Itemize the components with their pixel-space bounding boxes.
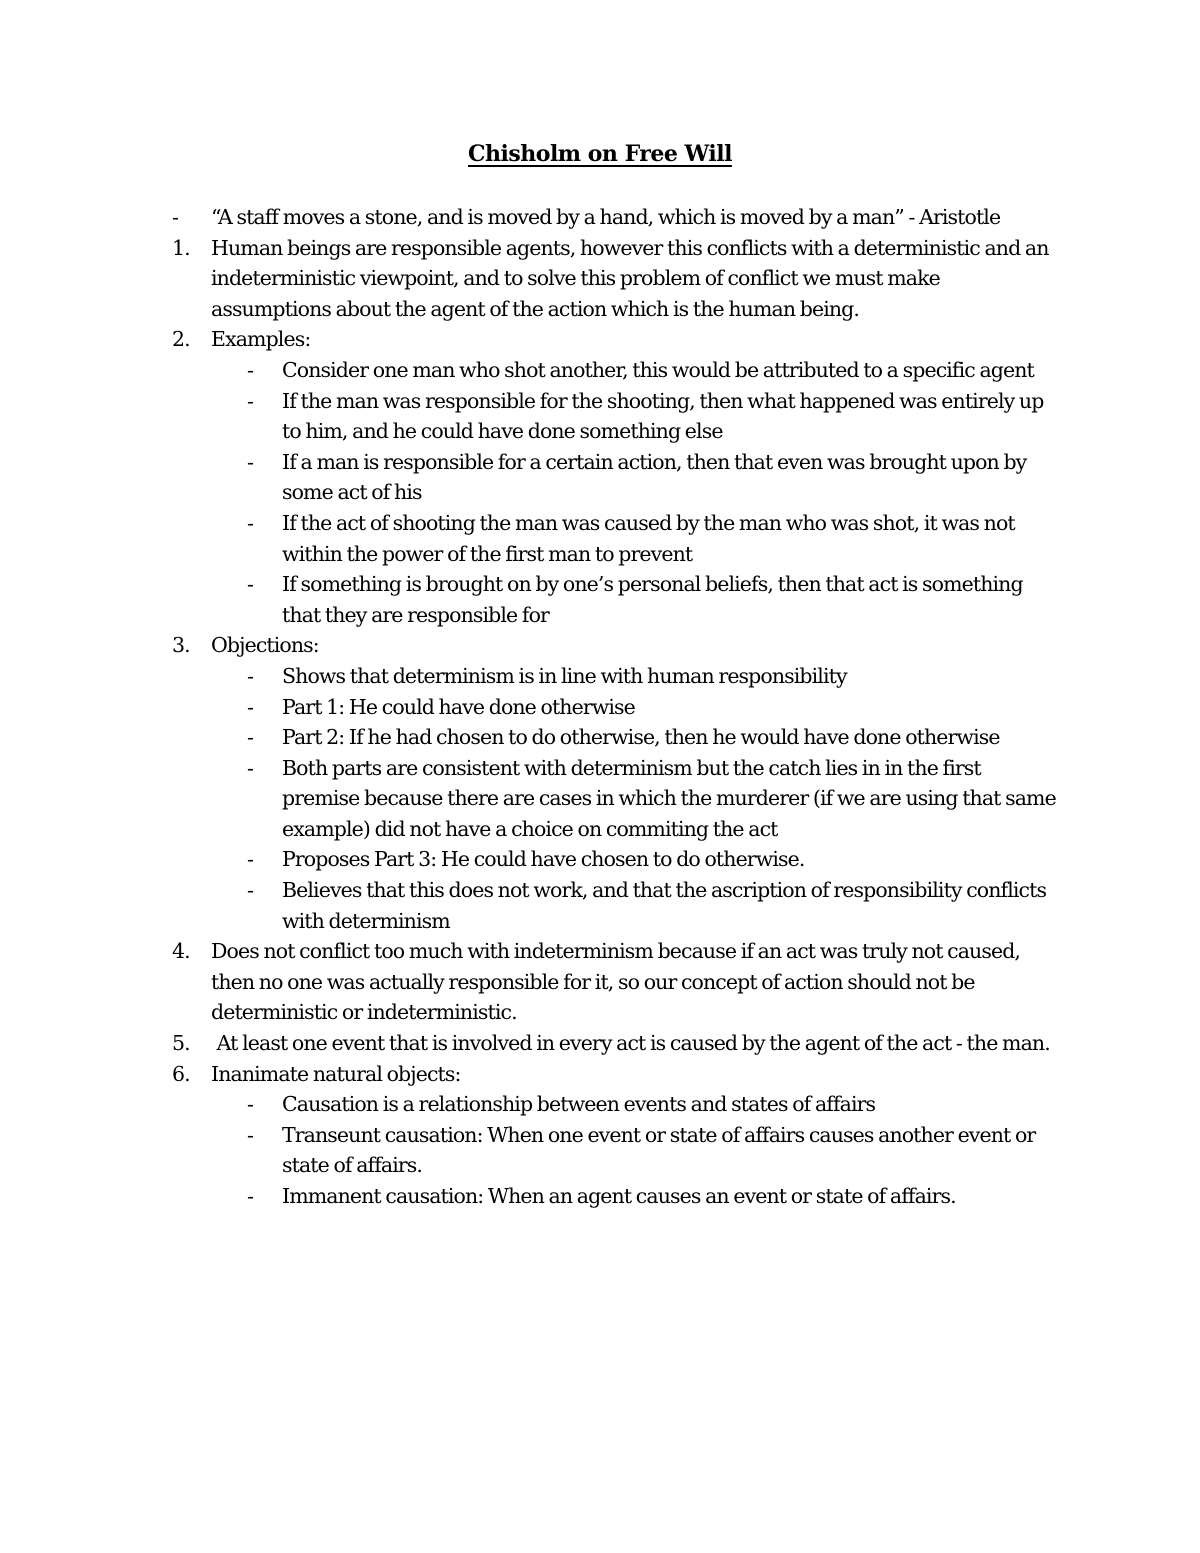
dash-marker: - xyxy=(247,694,254,719)
sub-item-text: If something is brought on by one’s personal beliefs, then that act is something that they are responsible for xyxy=(282,572,1023,627)
sub-item xyxy=(172,753,1062,845)
sub-item xyxy=(172,722,1062,753)
sub-item xyxy=(172,508,1062,569)
dash-marker: - xyxy=(247,357,254,382)
quote-text: “A staff moves a stone, and is moved by a hand, which is moved by a man” - Aristotle xyxy=(211,205,1001,229)
number-marker: 4. xyxy=(172,939,190,964)
list-item-text: Does not conflict too much with indeterminism because if an act was truly not caused, then no one was actually responsible for it, so our concept of action should not be deterministic or indeterministic. xyxy=(211,939,1021,1025)
sub-item xyxy=(172,692,1062,723)
dash-marker: - xyxy=(247,1184,254,1208)
sub-item-text: Causation is a relationship between events and states of affairs xyxy=(282,1092,876,1117)
sub-item xyxy=(172,1181,1062,1212)
sub-item xyxy=(172,661,1062,692)
number-marker: 5. xyxy=(172,1031,190,1056)
sub-item-text: Consider one man who shot another, this would be attributed to a specific agent xyxy=(282,357,1034,382)
sub-item xyxy=(172,355,1062,386)
dash-marker: - xyxy=(247,510,254,535)
list-item-text: Examples: xyxy=(211,327,311,352)
list-item xyxy=(172,1059,1062,1090)
sub-item-text: Proposes Part 3: He could have chosen to do otherwise. xyxy=(282,847,805,872)
dash-marker: - xyxy=(247,388,254,413)
dash-marker: - xyxy=(247,449,254,474)
list-item xyxy=(172,233,1062,325)
sub-item-text: Believes that this does not work, and that the ascription of responsibility conflicts with determinism xyxy=(282,878,1047,933)
list-item-text: Inanimate natural objects: xyxy=(211,1061,461,1086)
list-item xyxy=(172,324,1062,355)
sub-item xyxy=(172,844,1062,875)
sub-item-text: Immanent causation: When an agent causes an event or state of affairs. xyxy=(282,1184,956,1208)
list-item xyxy=(172,936,1062,1028)
sub-item-text: Transeunt causation: When one event or state of affairs causes another event or state of affairs. xyxy=(282,1122,1036,1178)
sub-item-text: Part 2: If he had chosen to do otherwise, then he would have done otherwise xyxy=(282,725,1000,750)
sub-item-text: Shows that determinism is in line with human responsibility xyxy=(282,663,847,688)
sub-item-text: Both parts are consistent with determinism but the catch lies in in the first premise because there are cases in which the murderer (if we are using that same example) did not have a choice on commiting the act xyxy=(282,755,1056,841)
sub-item xyxy=(172,569,1062,630)
dash-marker: - xyxy=(247,572,254,597)
sub-item xyxy=(172,1089,1062,1120)
list-item xyxy=(172,1028,1062,1059)
list-item xyxy=(172,630,1062,661)
notes-list xyxy=(172,202,1062,1212)
list-item-text: At least one event that is involved in every act is caused by the agent of the act - the man. xyxy=(211,1031,1050,1056)
sub-item xyxy=(172,386,1062,447)
sub-item-text: Part 1: He could have done otherwise xyxy=(282,694,635,719)
sub-item-text: If the man was responsible for the shooting, then what happened was entirely up to him, and he could have done something else xyxy=(282,388,1044,444)
dash-marker: - xyxy=(247,847,254,872)
number-marker: 1. xyxy=(172,235,190,260)
sub-item xyxy=(172,1120,1062,1181)
dash-marker: - xyxy=(247,725,254,750)
number-marker: 2. xyxy=(172,327,190,352)
dash-marker: - xyxy=(247,1092,254,1117)
number-marker: 3. xyxy=(172,633,190,658)
dash-marker: - xyxy=(247,663,254,688)
sub-item-text: If a man is responsible for a certain action, then that even was brought upon by some act of his xyxy=(282,449,1027,505)
list-item-text: Objections: xyxy=(211,633,319,658)
dash-marker: - xyxy=(172,205,179,229)
sub-item xyxy=(172,447,1062,508)
page-title: Chisholm on Free Will xyxy=(468,141,732,167)
dash-marker: - xyxy=(247,878,254,903)
sub-item xyxy=(172,875,1062,936)
intro-quote xyxy=(172,202,1062,233)
dash-marker: - xyxy=(247,755,254,780)
list-item-text: Human beings are responsible agents, however this conflicts with a deterministic and an indeterministic viewpoint, and to solve this problem of conflict we must make assumptions about the agent of the action which is the human being. xyxy=(211,235,1049,321)
dash-marker: - xyxy=(247,1122,254,1147)
number-marker: 6. xyxy=(172,1061,190,1086)
sub-item-text: If the act of shooting the man was caused by the man who was shot, it was not within the power of the first man to prevent xyxy=(282,510,1015,566)
